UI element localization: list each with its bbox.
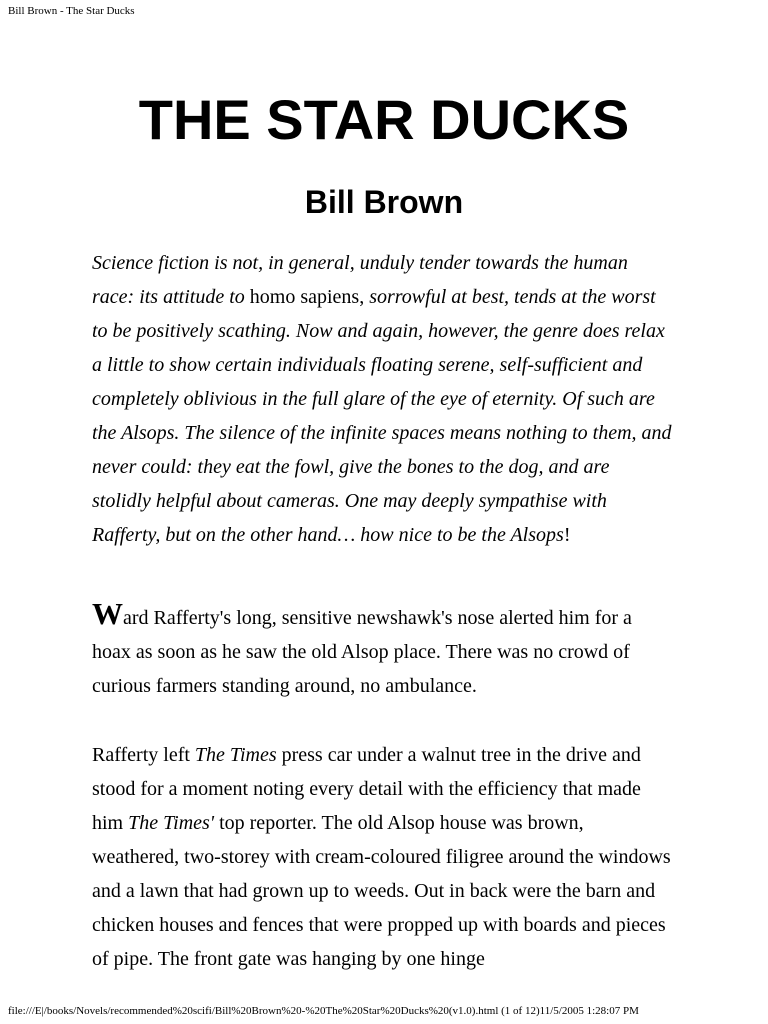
intro-text-4: ! — [563, 524, 571, 546]
intro-text-2: homo sapiens, — [244, 286, 370, 308]
newspaper-name-1: The Times — [194, 744, 277, 766]
newspaper-name-2: The Times' — [128, 812, 215, 834]
intro-text-3: sorrowful at best, tends at the worst to be positively scathing. Now and again, however, the genre does relax a little to show certain individuals floating serene, self-sufficient and completely oblivious in the full glare of the eye of eternity. Of such are the Alsops. The silence of the infinite spaces means nothing to them, and never could: they eat the fowl, give the bones to the dog, and are stolidly helpful about cameras. One may deeply sympathise with Rafferty, but on the other hand… how nice to be the Alsops — [92, 286, 672, 546]
body-paragraph-1 — [92, 596, 672, 703]
paragraph-2-text-3: top reporter. The old Alsop house was brown, weathered, two-storey with cream-coloured filigree around the windows and a lawn that had grown up to weeds. Out in back were the barn and chicken houses and fences that were propped up with boards and pieces of pipe. The front gate was hanging by one hinge — [92, 812, 671, 970]
intro-paragraph — [92, 246, 672, 552]
paragraph-2-text-1: Rafferty left — [92, 744, 195, 766]
paragraph-2-text-2: press car under a walnut tree in the drive and stood for a moment noting every detail with the efficiency that made him — [92, 744, 641, 834]
running-footer: file:///E|/books/Novels/recommended%20scifi/Bill%20Brown%20-%20The%20Star%20Ducks%20(v1.0).html (1 of 12)11/5/2005 1:28:07 PM — [8, 1005, 639, 1017]
intro-text-1: Science fiction is not, in general, unduly tender towards the human race: its attitude to — [92, 252, 628, 308]
drop-cap: W — [92, 596, 123, 631]
document-title: THE STAR DUCKS — [138, 88, 630, 151]
body-paragraph-2 — [92, 738, 672, 976]
document-author: Bill Brown — [304, 184, 464, 220]
paragraph-1-text: ard Rafferty's long, sensitive newshawk's nose alerted him for a hoax as soon as he saw the old Alsop place. There was no crowd of curious farmers standing around, no ambulance. — [92, 607, 632, 697]
running-header: Bill Brown - The Star Ducks — [8, 5, 135, 17]
